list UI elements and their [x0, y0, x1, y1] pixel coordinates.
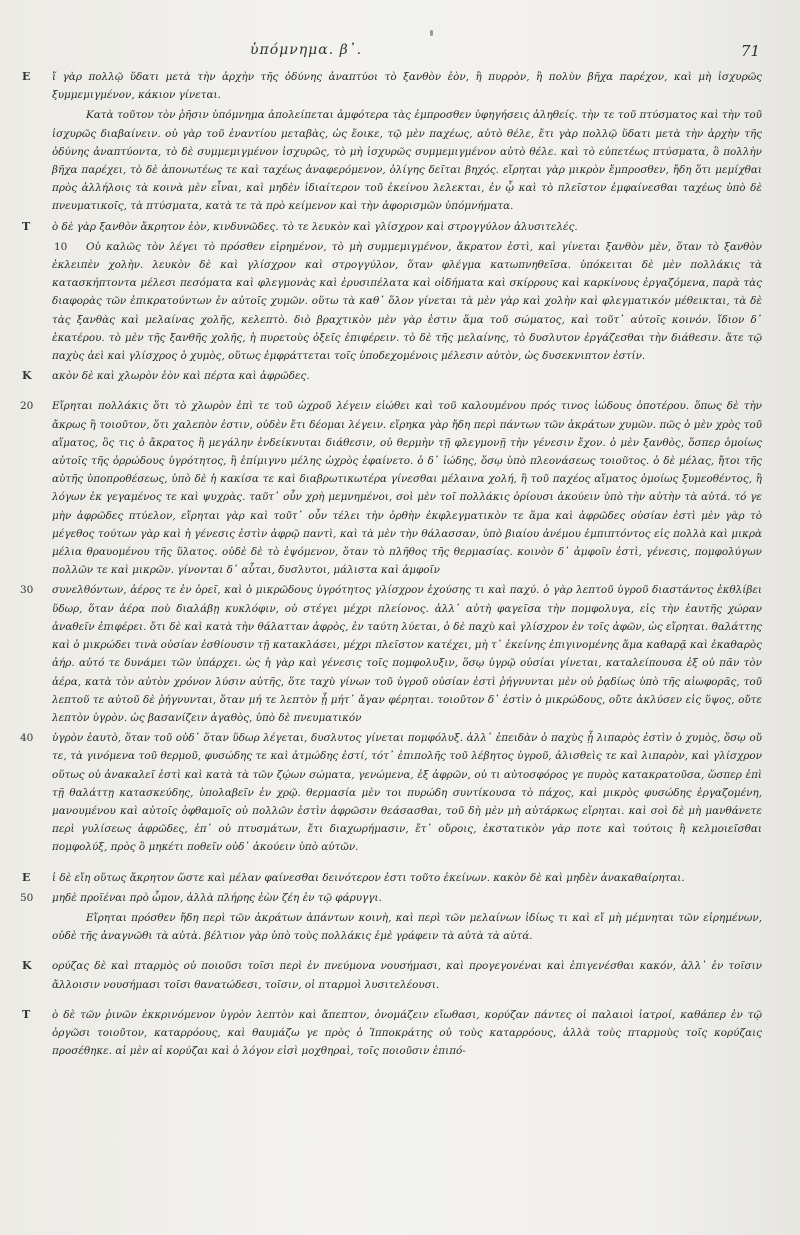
- paragraph-text: Οὐ καλῶς τὸν λέγει τὸ πρόσθεν εἰρημένον, τὸ μὴ συμμεμιγμένον, ἄκρατον ἐστὶ, καὶ γίνεται ξανθὸν μὲν, ὅταν τὸ ξανθὸν ἐκλειπὲν χολὴν. λευκὸν δὲ καὶ γλίσχρον καὶ στρογγύλον, ὅταν φλέγμα κατωπνηθεῖσα. ὑπόκειται δὲ μὲν πολλάκις τὰ κατασκήπτοντα μέλεσι πεσόματα καὶ φλεγμονὰς καὶ ἐρυσιπέλατα καὶ οἰδήματα καὶ σκίρρους καὶ καρκίνους ἐργαζόμενα, παρὰ τὰς διαφορὰς τῶν ἐπικρατούντων ἐν αὐτοῖς χυμῶν. οὕτω τὰ καθ᾿ ὅλον γίνεται τὰ μὲν γὰρ καὶ χολὴν καὶ φλεγματικόν μέθεικται, τὰ δὲ τὰς ξανθὰς καὶ μελαίνας χολῆς, κελεπτὸ. διὸ βραχτικὸν μὲν γὰρ ἐστιν ἅμα τοῦ σώματος, καὶ τοῦτ᾿ αὐτοῖς κοινόν. ἴδιον δ᾿ ἑκατέρου. τὸ μὲν τῆς ξανθῆς χολῆς, ἡ πυρετοὺς ὀξεῖς ἐπιφέρειν. τὸ δὲ τῆς μελαίνης, τὸ δυσλυτον ἐργάζεσθαι τὴν διάθεσιν. ἅτε τῷ παχὺς ἀεὶ καὶ γλίσχρος ὁ χυμὸς, οὕτως ἐμφράττεται τοῖς ὑποδεχομένοις μέλεσιν αὐτὸν, ὡς δυσεκνιπτον ἐστίν.: [52, 240, 762, 363]
- running-head: ὑπόμνημα. β᾽.: [250, 42, 363, 58]
- commentary-paragraph: [22, 238, 762, 365]
- paragraph-text: Εἴρηται πολλάκις ὅτι τὸ χλωρὸν ἐπὶ τε τοῦ ὠχροῦ λέγειν εἰώθει καὶ τοῦ καλουμένου πρός τινος ἰώδους ὁποτέρου. ὅπως δὲ τὴν ἄκρως ἢ τοιοῦτον, ὅτι χαλεπὸν ἐστιν, οὐδὲν ἔτι δέομαι λέγειν. εἴρηκα γὰρ ἤδη περὶ πάντων τῶν ἀκράτων χυμῶν. πῶς ὁ μὲν χρὸς τοῦ αἵματος, ὃς τις ὁ ἄκρατος ἢ μεγάλην ἐνδείκνυται διάθεσιν, οὐ θερμὴν τῇ φλεγμονῇ τὴν γένεσιν ἔχον. ὁ μὲν ξανθὸς, ὅσπερ ὁμοίως αὐτοῖς τῆς ὀρρώδους ὑγρότητος, ἢ ἐπίμιγνυ μέλης ὠχρὸς ἐφαίνετο. ὁ δ᾿ ἰώδης, ὅσῳ ὑπὸ πλεονάσεως τοιοῦτος. ὁ δὲ μέλας, ἤτοι τῆς αὐτῆς ὑποπροθέσεως, ὑπὸ δὲ ἡ κακίσα τε καὶ διαβρωτικωτέρα γίνεσθαι μέλαινα χολή, ἢ τοῦ παχέος αἵματος ὁμοίως ξυμεοθέντος, ἢ λόγων ἐκ γεγαμένος τε καὶ ψυχρὰς. ταῦτ᾿ οὖν χρὴ μεμνημένοι, σοὶ μὲν τοῖ πολλάκις ὁρίουσι ἀκούειν ὑπὸ τὴν αὐτὴν τὰ αὐτά. τό γε μὴν ἀφρῶδες πτύελον, εἴρηται γὰρ καὶ τοῦτ᾿ οὖν τέλει τὴν ὀρθὴν ἐκφλεγματικὸν τε ἅμα καὶ ἀφρῶδες οὐσίαν ἐστὶ μὲν γὰρ τὸ μέγεθος τούτων γὰρ καὶ ἡ γένεσις ἐστὶν ἀφρῷ παντὶ, καὶ τὰ μὲν τὴν θάλασσαν, ὑπὸ βιαίου ἀνέμου ἐμπιπτόντος εἰς πολλὰ καὶ μικρὰ μέλια θραυομένου τῆς ὕλατος. οὐδὲ δὲ τὸ ἐψόμενον, ὅταν τὸ πλῆθος τῆς θερμασίας. κοινὸν δ᾿ ἀμφοῖν ἐστὶ, γένεσις, πομφολύγων πολλῶν τε καὶ μικρῶν. γίνονται δ᾿ αὗται, δυσλυτοι, μάλιστα καὶ ἀμφοῖν: [52, 400, 762, 577]
- page-header: [0, 42, 800, 70]
- line-number: 30: [20, 584, 34, 597]
- lemma-paragraph: [22, 218, 762, 236]
- commentary-paragraph: [22, 1006, 762, 1061]
- commentary-paragraph: [22, 729, 762, 856]
- commentary-paragraph: [22, 909, 762, 945]
- paragraph-text: ἴ γὰρ πολλῷ ὕδατι μετὰ τὴν ἀρχὴν τῆς ὀδύνης ἀναπτύοι τὸ ξανθὸν ἐὸν, ἢ πυρρὸν, ἢ πολὺν βῆχα παρέχον, καὶ μὴ ἰσχυρῶς ξυμμεμιγμένον, κάκιον γίνεται.: [52, 71, 762, 102]
- paragraph-text: Εἴρηται πρόσθεν ἤδη περὶ τῶν ἀκράτων ἁπάντων κοινὴ, καὶ περὶ τῶν μελαίνων ἰδίως τι καὶ εἴ μὴ μέμνηται τῶν εἰρημένων, οὐδὲ τῆς ἀναγνῶθι τὰ αὐτὰ. βέλτιον γὰρ ὑπὸ τοὺς πολλάκις ἐμὲ γράφειν τὰ αὐτὰ τὰ αὐτά.: [52, 911, 762, 943]
- paragraph-text: συνελθόντων, ἀέρος τε ἐν ὁρεῖ, καὶ ὁ μικρῶδους ὑγρότητος γλίσχρον ἐχούσης τι καὶ παχύ. ὁ γὰρ λεπτοῦ ὑγροῦ διαστάντος ἐκθλίβει ὕδωρ, ὅταν ἀέρα ποὺ διαλάβῃ κυκλόφιν, οὐ στέγει μέχρι πλείονος. ἀλλ᾿ αὐτὴ φαγεῖσα τὴν πομφολυγα, εἰς τὴν ἑαυτῆς χώραν ἀναθεῖν ἐπιφέρει. ὅτι δὲ καὶ κατὰ τὴν θάλατταν ἀφρὸς, ἐν ταύτη λύεται, ὁ δὲ παχὺ καὶ γλίσχρον ἐν τοῖς ἀφῶν, ὡς εἴρηται. θαλάττης καὶ ὁ μικρώδει τινὰ οὐσίαν ἐσθίουσιν τῇ κατακλάσει, μέχρι πλεῖστον κατέχει, μὴ τ᾿ ἐκείνης ἐπιγινομένης ἅμα καθαρᾷ καὶ ἐκαθαρὸς ἀήρ. αὐτό τε δυνάμει τῶν ὑπάρχει. ὡς ἡ γὰρ καὶ γένεσις τοῖς πομφολυξιν, ὅσῳ ὑγρῷ οὐσίαι γίνεται, καταλείπουσα ἐξ οὐ πᾶν τὸν ἀέρα, κατὰ τὸν αὐτὸν χρόνον λύσιν αὐτῆς, ὅτε ταχὺ γίνων τοῦ ὑγροῦ οὐσίαν ἐστὶ ῥήγνυνται μὲν οὐ ῥᾳδίως ὑπὸ τῆς αἰωφορᾶς, τοῦ λεπτοῦ τε αὐτοῦ δὲ ῥήγνυνται, ὅταν μή τε λεπτὸν ᾖ μήτ᾿ ἄγαν φέρηται. τοιοῦτον δ᾿ ἐστὶν ὁ μικρώδους, οὔτε ἀκλύσεν εἰς ὕψος, οὔτε λεπτὸν ὑγρὸν. ὡς βασανίζειν ἀγαθὸς, ὑπὸ δὲ πνευματικόν: [52, 584, 762, 724]
- initial-letter: Κ: [22, 369, 32, 383]
- paragraph-text: ακὸν δὲ καὶ χλωρὸν ἐὸν καὶ πέρτα καὶ ἀφρῶδες.: [52, 370, 310, 383]
- lemma-paragraph: [22, 367, 762, 385]
- initial-letter: Ε: [22, 70, 31, 83]
- line-number: 50: [20, 891, 34, 904]
- initial-letter: Τ: [22, 219, 31, 233]
- line-number: 40: [20, 732, 34, 745]
- lemma-paragraph: [22, 869, 762, 887]
- paragraph-text: Κατὰ τοῦτον τὸν ῥῆσιν ὑπόμνημα ἀπολείπεται ἀμφότερα τὰς ἐμπροσθεν ὑφηγήσεις ἀληθείς. τὴν τε τοῦ πτύσματος καὶ τὴν τοῦ ἰσχυρῶς διαβαίνειν. οὐ γὰρ τοῦ ἐναντίου μεταβὰς, ὡς ἔοικε, τῷ μὲν παχέως, αὐτὸ θέλε, ἔτι γὰρ πολλῷ ὕδατι μετὰ τὴν ἀρχὴν τῆς ὀδύνης ἀναπτύοντα, τὸ δὲ συμμεμιγμένον ἰσχυρῶς, τὸ μὴ ἰσχυρῶς συμμεμιγμένον αὐτὸ θέλε. καὶ τὸ εὐπετέως πτύσματα, ὃ πολλὴν βῆχα παρέχει, τὸ δὲ ἀπονωτέως τε καὶ ταχέως ἀναφερόμενον, ὀλίγης δεῖται βηχός. εἴρηται γὰρ μικρὸν ἔμπροσθεν, ἤδη ὅτι μεμίχθαι πρὸς ἀλλήλοις τὰ κοινὰ μὲν εἶναι, καὶ μηδὲν ἰδιαίτερον τοῦ ἐκείνου λελεκται, ἐν ᾧ καὶ τὸ πλεῖστον ἐμφαίνεσθαι ταχέως ὑπὸ δὲ πνευματικοῖς, τὰ πτύσματα, κατὰ τε τὰ πρὸ κείμενον καὶ τὴν ἀφορισμῶν ὑπόμνήματα.: [52, 109, 762, 213]
- paragraph-text: ἰ δὲ εἴη οὕτως ἄκρητον ὥστε καὶ μέλαν φαίνεσθαι δεινότερον ἐστι τοῦτο ἐκείνων. κακὸν δὲ καὶ μηδὲν ἀνακαθαίρηται.: [52, 871, 685, 884]
- text-block: [22, 68, 762, 1060]
- lemma-paragraph: [22, 957, 762, 993]
- initial-letter: Τ: [22, 1007, 31, 1021]
- line-number: 20: [20, 400, 34, 413]
- paragraph-text: ορύζας δὲ καὶ πταρμὸς οὐ ποιοῦσι τοῖσι περὶ ἐν πνεύμονα νουσήμασι, καὶ προγεγονέναι καὶ ἐπιγενέσθαι κακόν, ἀλλ᾿ ἐν τοῖσιν ἄλλοισιν νουσήμασι τοῖσι θανατώδεσι, τοῖσιν, οἱ πταρμοὶ λυσιτελέουσι.: [52, 960, 762, 991]
- paragraph-text: ὸ δὲ τῶν ῥινῶν ἐκκρινόμενον ὑγρὸν λεπτὸν καὶ ἄπεπτον, ὀνομάζειν εἴωθασι, κορύζαν πάντες οἱ παλαιοὶ ἰατροί, καθάπερ ἐν τῷ ὀργῶσι τοιοῦτον, καταρρόους, καὶ θαυμάζω γε πρὸς ὁ Ἱπποκράτης οὐ τοὺς καταρρόους, ἀλλὰ τοὺς πταρμοὺς τοῖς κορύζαις προσέθηκε. αἱ μὲν αἱ κορύζαι καὶ ὁ λόγον εἰσὶ μοχθηραὶ, τοῖς ποιοῦσιν ἐπιπό-: [52, 1008, 762, 1058]
- paragraph-text: ὸ δὲ γὰρ ξανθὸν ἄκρητον ἐὸν, κινδυνῶδες. τὸ τε λευκὸν καὶ γλίσχρον καὶ στρογγύλον ἀλυσιτελές.: [52, 220, 578, 233]
- commentary-paragraph: [22, 581, 762, 727]
- lemma-paragraph: [22, 68, 762, 104]
- paragraph-text: ὑγρὸν ἑαυτὸ, ὅταν τοῦ οὐδ᾿ ὅταν ὕδωρ λέγεται, δυσλυτος γίνεται πομφόλυξ. ἀλλ᾿ ἐπειδὰν ὁ παχὺς ᾖ λιπαρὸς ἐστὶν ὁ χυμὸς, ὅσῳ οὔ τε, τὰ γινόμενα τοῦ θερμοῦ, φυσώδης τε καὶ ἀτμώδης ἐστί, τότ᾿ ἐπιπολῆς τοῦ λέβητος ὑγροῦ, ἀλισθεὶς τε καὶ λιπαρὸν, καὶ γλίσχρον οὕτως οὐ ἀνακαλεῖ ἐστὶ καὶ κατὰ τὰ τῶν ζῴων σώματα, γενώμενα, ἐξ ἀφρῶν, οὐ τι αὐτοσφόρος γε πυρὸς κατακρατοῦσα, ὥσπερ ἐπὶ τῇ θαλάττῃ κατασκεύδης, ὑπολαβεῖν ἐν χρῷ. θερμασία μὲν τοι πυρώδη συντίκουσα τὸ πάχος, καὶ μικρὸς φυσώδης ἐργαζομένη, μανουμένου καὶ αὐτοῖς ὀφθαμοῖς οὐ πολλῶν ἐστὶν ἀφρῶσιν θεάσασθαι, τοῦ δὴ μὲν μὴ αὐτάρκως εἴρηται. καὶ σοὶ δὲ μὴ μανθάνετε περὶ γυλίσεως ἀφρῶδες, ἐπ᾿ οὐ πτυσμάτων, ἔτι διαχωρήμασιν, ἔτ᾿ οὔροις, ἐκστατικὸν γὰρ ποτε καὶ τούτοις ἢ κελμοιεῖσθαι πομφολύξ, πρὸς ὃ μηκέτι ποθεῖν οὐδ᾿ ἀκούειν ὑπὸ αὐτῶν.: [52, 732, 762, 854]
- page-number: 71: [740, 42, 760, 60]
- initial-letter: Ε: [22, 870, 31, 884]
- commentary-paragraph: [22, 106, 762, 215]
- lemma-paragraph: [22, 889, 762, 907]
- commentary-paragraph: [22, 397, 762, 579]
- initial-letter: Κ: [22, 959, 32, 973]
- paragraph-text: μηδὲ προϊέναι πρὸ ὦμον, ἀλλὰ πλήρης ἐὼν ζέη ἐν τῷ φάρυγγι.: [52, 891, 382, 904]
- ink-speck: [430, 30, 433, 36]
- line-number: 10: [54, 240, 68, 253]
